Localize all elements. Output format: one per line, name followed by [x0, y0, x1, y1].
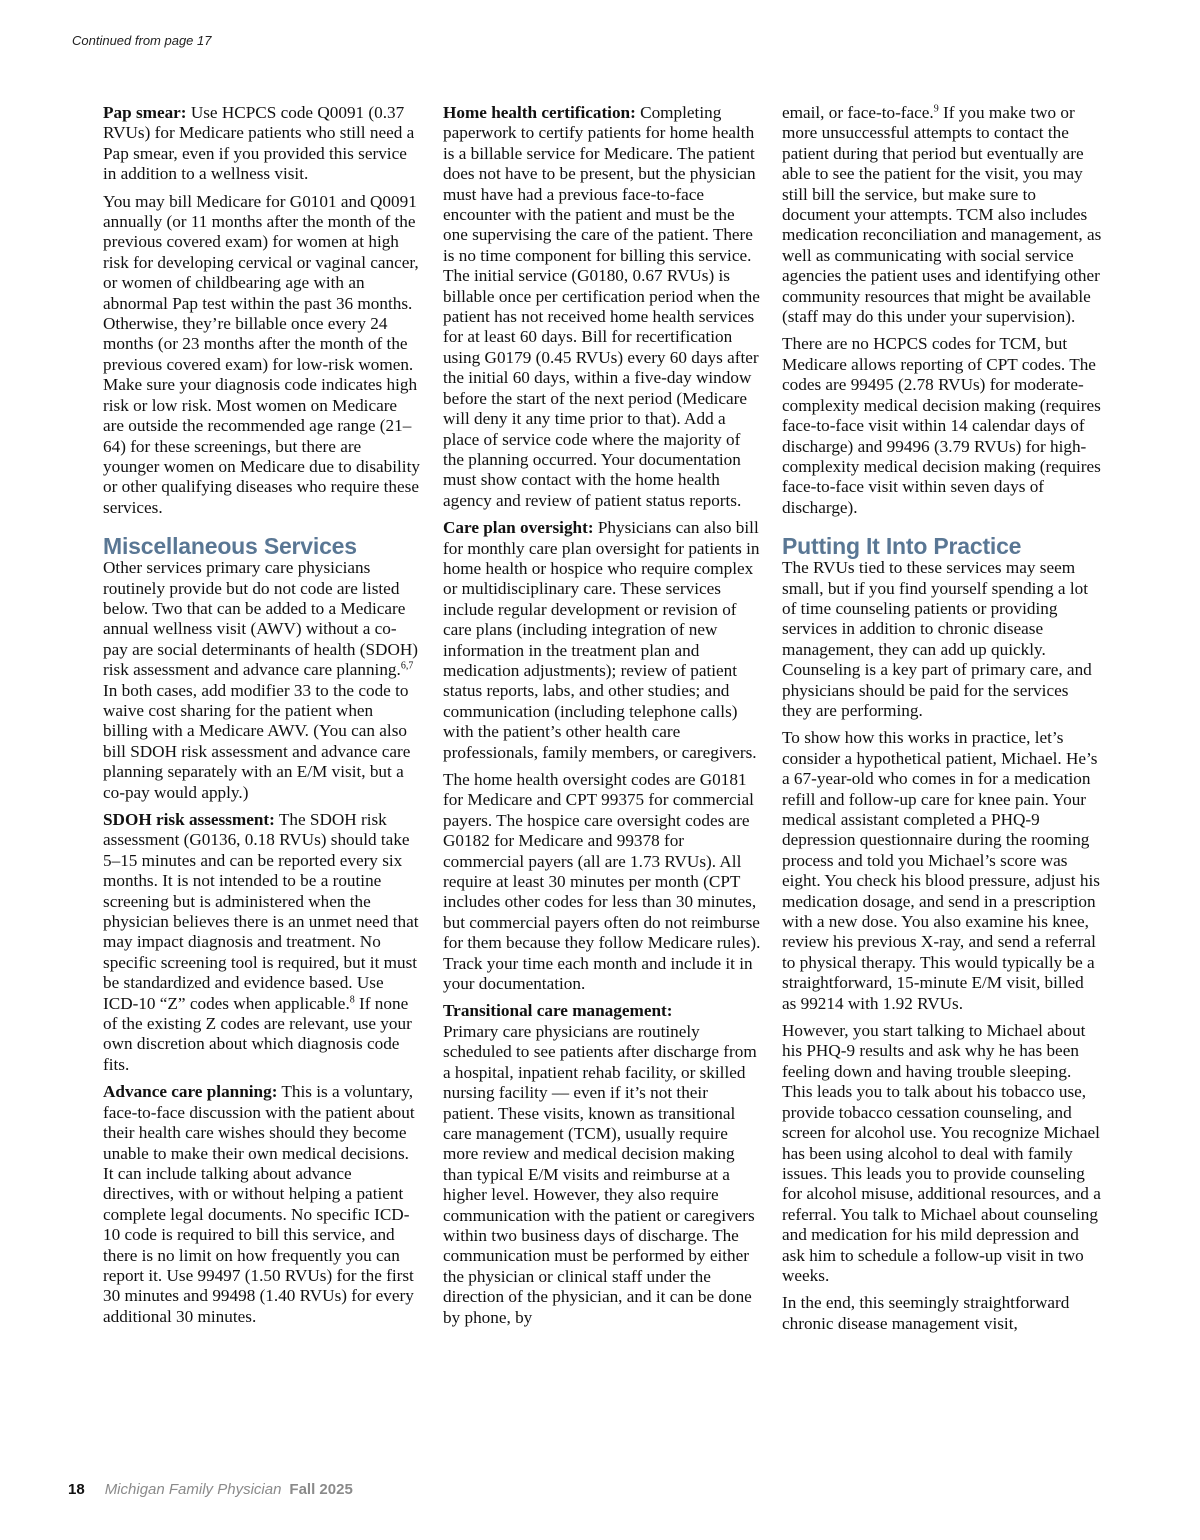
pap-smear-paragraph: [103, 103, 421, 185]
care-plan-text: Physicians can also bill for monthly care plan oversight for patients in home health or hospice who require complex or multidisciplinary care. These services include regular development or revision of care plans (including integration of new information in the treatment plan and medication adjustments); review of patient status reports, labs, and other studies; and communication (including telephone calls) with the patient’s other health care professionals, family members, or caregivers.: [443, 518, 760, 762]
page-number: 18: [68, 1481, 85, 1498]
sdoh-paragraph: [103, 810, 421, 1075]
practice-paragraph-1: The RVUs tied to these services may seem small, but if you find yourself spending a lot of time counseling patients or providing services in addition to chronic disease management, they can add up quickly. Counseling is a key part of primary care, and physicians should be paid for the services they are performing.: [782, 558, 1092, 720]
putting-into-practice-heading: Putting It Into Practice: [782, 533, 1022, 560]
column-3: [782, 103, 1102, 1341]
home-health-text: Completing paperwork to certify patients for home health is a billable service for Medicare. The patient does not have to be present, but the physician must have had a previous face-to-face encounter with the patient and must be the one supervising the care of the patient. There is no time component for billing this service. The initial service (G0180, 0.67 RVUs) is billable once per certification period when the patient has not received home health services for at least 60 days. Bill for recertification using G0179 (0.45 RVUs) every 60 days after the initial 60 days, within a five-day window before the start of the next period (Medicare will deny it any time prior to that). Add a place of service code where the majority of the planning occurred. Your documentation must show contact with the home health agency and review of patient status reports.: [443, 103, 760, 510]
reference-8: 8: [349, 993, 355, 1005]
tcm-continued-paragraph: [782, 103, 1102, 327]
care-plan-paragraph: [443, 518, 761, 763]
sdoh-heading: SDOH risk assessment:: [103, 810, 275, 829]
care-plan-heading: Care plan oversight:: [443, 518, 594, 538]
tcm-text: Primary care physicians are routinely scheduled to see patients after discharge from a hospital, inpatient rehab facility, or skilled nursing facility — even if it’s not their patient. These visits, known as transitional care management (TCM), usually require more review and medical decision making than typical E/M visits and reimburse at a higher level. However, they also require communication with the patient or caregivers within two business days of discharge. The communication must be performed by either the physician or clinical staff under the direction of the physician, and it can be done by phone, by: [443, 1021, 757, 1327]
tcm-heading: Transitional care management:: [443, 1001, 673, 1021]
pap-smear-heading: Pap smear:: [103, 103, 187, 122]
practice-paragraph-2: To show how this works in practice, let’s consider a hypothetical patient, Michael. He’s a 67-year-old who comes in for a medication refill and follow-up care for knee pain. Your medical assistant completed a PHQ-9 depression questionnaire during the rooming process and told you Michael’s score was eight. You check his blood pressure, adjust his medication dosage, and send in a prescription with a new dose. You also examine his knee, review his previous X-ray, and send a referral to physical therapy. This would typically be a straightforward, 15-minute E/M visit, billed as 99214 with 1.92 RVUs.: [782, 728, 1100, 1013]
continued-from-label: Continued from page 17: [72, 33, 212, 48]
miscellaneous-intro-paragraph: [103, 558, 421, 803]
pap-smear-text: Use HCPCS code Q0091 (0.37 RVUs) for Medicare patients who still need a Pap smear, even if you provided this service in addition to a wellness visit.: [103, 103, 415, 184]
issue-label: Fall 2025: [289, 1481, 353, 1498]
magazine-title: Michigan Family Physician: [104, 1481, 282, 1498]
miscellaneous-services-heading: Miscellaneous Services: [103, 533, 357, 560]
practice-paragraph-4: In the end, this seemingly straightforward chronic disease management visit,: [782, 1293, 1070, 1333]
practice-paragraph-3: However, you start talking to Michael about his PHQ-9 results and ask why he has been feeling down and having trouble sleeping. This leads you to talk about his tobacco use, provide tobacco cessation counseling, and screen for alcohol use. You recognize Michael has been using alcohol to deal with family issues. This leads you to provide counseling for alcohol misuse, additional resources, and a referral. You talk to Michael about counseling and medication for his mild depression and ask him to schedule a follow-up visit in two weeks.: [782, 1021, 1101, 1285]
misc-text-b: In both cases, add modifier 33 to the code to waive cost sharing for the patient when billing with a Medicare AWV. (You can also bill SDOH risk assessment and advance care planning separately with an E/M visit, but a co-pay would apply.): [103, 680, 411, 802]
tcm-paragraph: [443, 1001, 761, 1328]
tcm-codes-paragraph: There are no HCPCS codes for TCM, but Medicare allows reporting of CPT codes. The codes are 99495 (2.78 RVUs) for moderate-complexity medical decision making (requires face-to-face visit within 14 calendar days of discharge) and 99496 (3.79 RVUs) for high-complexity medical decision making (requires face-to-face visit within seven days of discharge).: [782, 334, 1101, 517]
home-health-paragraph: [443, 103, 761, 511]
advance-care-heading: Advance care planning:: [103, 1082, 278, 1102]
sdoh-text-b: If none of the existing Z codes are relevant, use your own discretion about which diagnosis code fits.: [103, 993, 412, 1074]
reference-6-7: 6,7: [400, 660, 414, 672]
home-health-heading: Home health certification:: [443, 103, 636, 122]
column-2: [443, 103, 761, 1335]
column-1: [103, 103, 421, 1334]
oversight-codes-paragraph: The home health oversight codes are G0181 for Medicare and CPT 99375 for commercial payers. The hospice care oversight codes are G0182 for Medicare and 99378 for commercial payers (all are 1.73 RVUs). All require at least 30 minutes per month (CPT includes other codes for less than 30 minutes, but commercial payers often do not reimburse for them because they follow Medicare rules). Track your time each month and include it in your documentation.: [443, 770, 761, 994]
page-footer: [68, 1481, 353, 1498]
advance-care-text: This is a voluntary, face-to-face discussion with the patient about their health care wishes should they become unable to make their own medical decisions. It can include talking about advance directives, with or without helping a patient complete legal documents. No specific ICD-10 code is required to bill this service, and there is no limit on how frequently you can report it. Use 99497 (1.50 RVUs) for the first 30 minutes and 99498 (1.40 RVUs) for every additional 30 minutes.: [103, 1082, 415, 1326]
tcm-cont-text-b: If you make two or more unsuccessful attempts to contact the patient during that period but eventually are able to see the patient for the visit, you may still bill the service, but make sure to document your attempts. TCM also includes medication reconciliation and management, as well as communicating with social service agencies the patient uses and identifying other community resources that might be available (staff may do this under your supervision).: [782, 103, 1102, 327]
advance-care-paragraph: [103, 1082, 421, 1327]
tcm-cont-text-a: email, or face-to-face.: [782, 103, 934, 122]
sdoh-text-a: The SDOH risk assessment (G0136, 0.18 RVUs) should take 5–15 minutes and can be reported every six months. It is not intended to be a routine screening but is administered when the physician believes there is an unmet need that may impact diagnosis and treatment. No specific screening tool is required, but it must be standardized and evidence based. Use ICD-10 “Z” codes when applicable.: [103, 810, 419, 1013]
reference-9: 9: [933, 103, 939, 115]
misc-text-a: Other services primary care physicians routinely provide but do not code are listed below. Two that can be added to a Medicare annual wellness visit (AWV) without a co-pay are social determinants of health (SDOH) risk assessment and advance care planning.: [103, 558, 418, 680]
billing-frequency-paragraph: You may bill Medicare for G0101 and Q0091 annually (or 11 months after the month of the previous covered exam) for women at high risk for developing cervical or vaginal cancer, or women of childbearing age with an abnormal Pap test within the past 36 months. Otherwise, they’re billable once every 24 months (or 23 months after the month of the previous covered exam) for low-risk women. Make sure your diagnosis code indicates high risk or low risk. Most women on Medicare are outside the recommended age range (21–64) for these screenings, but there are younger women on Medicare due to disability or other qualifying diseases who require these services.: [103, 191, 420, 517]
